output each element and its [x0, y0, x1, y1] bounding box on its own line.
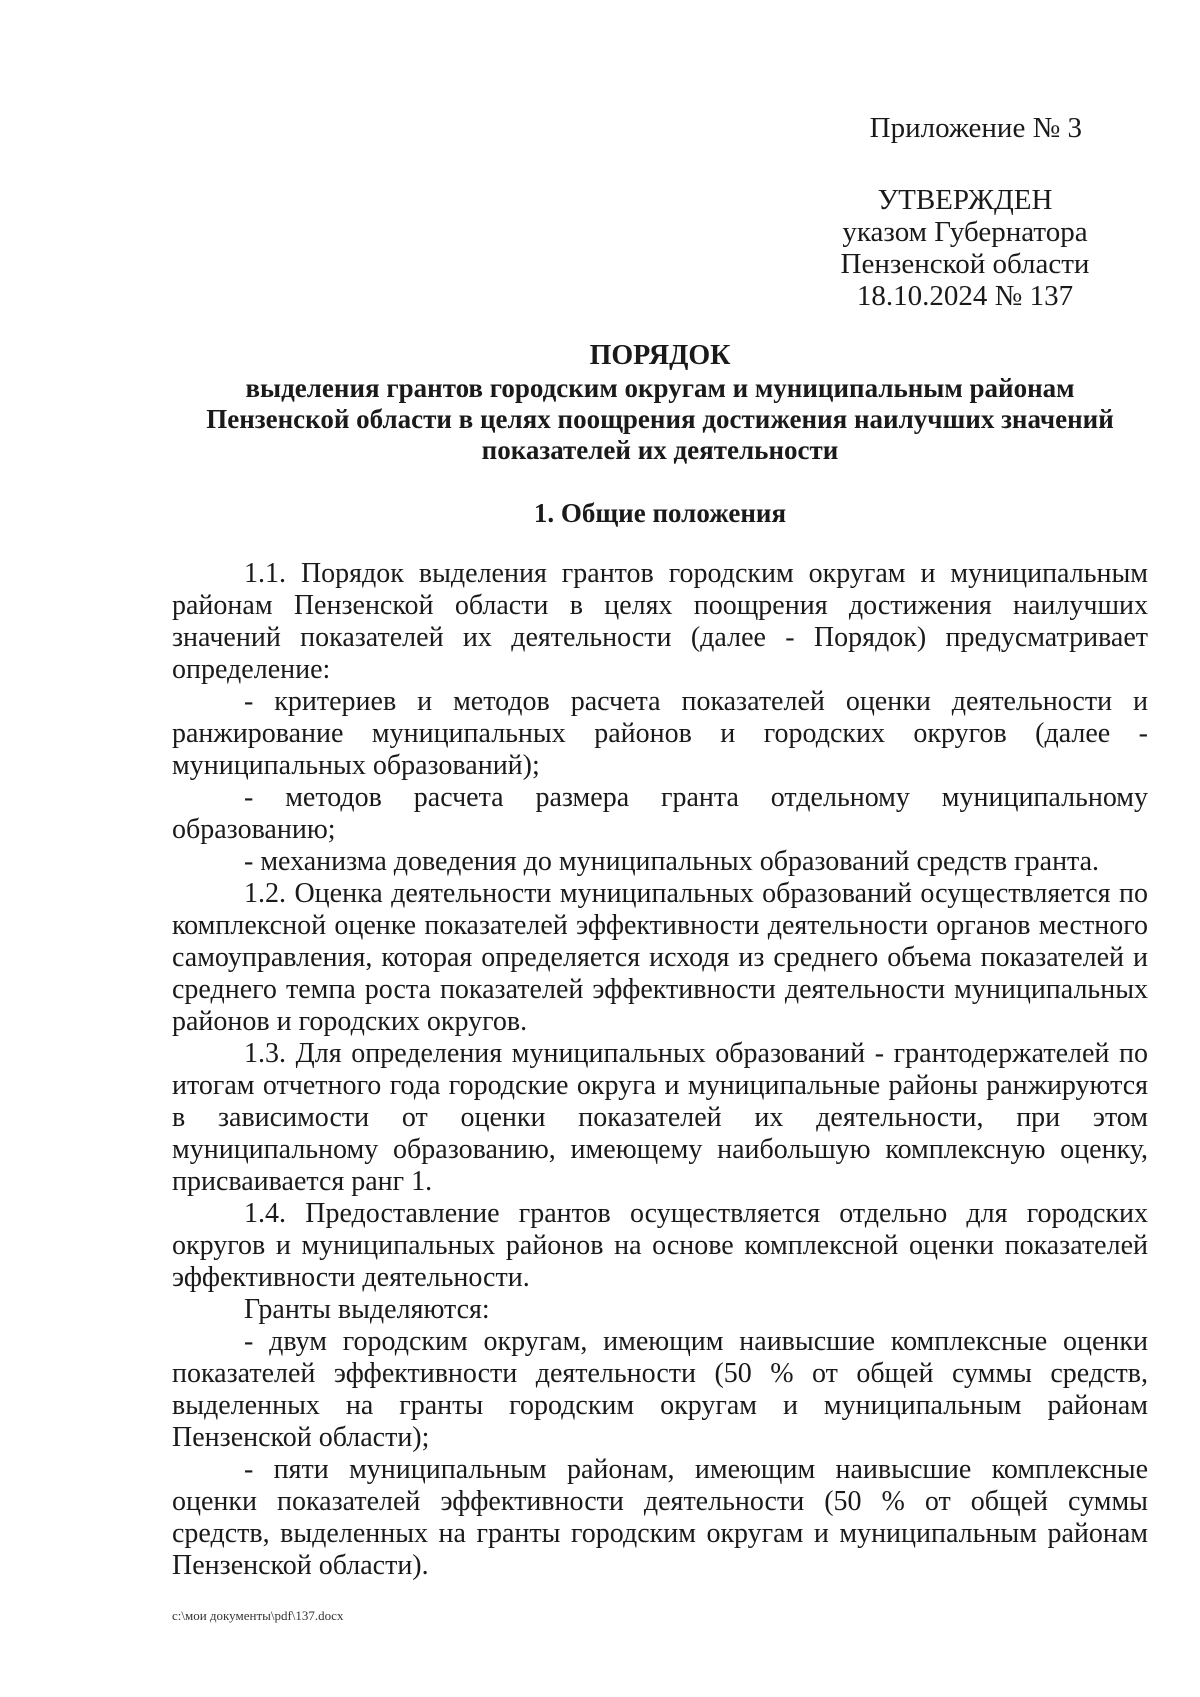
paragraph-1-4: 1.4. Предоставление грантов осуществляется отдельно для городских округов и муниципальных районов на основе комплексной оценки показателей эффективности деятельности. — [172, 1198, 1148, 1293]
title-line-2: Пензенской области в целях поощрения достижения наилучших значений — [206, 404, 1114, 434]
decree-label: указом Губернатора — [842, 216, 1088, 248]
list-item-city-districts: - двум городским округам, имеющим наивысшие комплексные оценки показателей эффективности деятельности (50 % от общей суммы средств, выделенных на гранты городским округам и муниципальным районам Пензенской области); — [172, 1326, 1148, 1453]
list-item-criteria: - критериев и методов расчета показателей оценки деятельности и ранжирование муниципальных районов и городских округов (далее - муниципальных образований); — [172, 686, 1148, 781]
grants-intro: Гранты выделяются: — [244, 1294, 490, 1325]
approved-label: УТВЕРЖДЕН — [877, 184, 1053, 216]
paragraph-1-3: 1.3. Для определения муниципальных образований - грантодержателей по итогам отчетного года городские округа и муниципальные районы ранжируются в зависимости от оценки показателей их деятельности, при этом муниципальному образованию, имеющему наибольшую комплексную оценку, присваивается ранг 1. — [172, 1038, 1148, 1197]
title-main: ПОРЯДОК — [589, 340, 731, 371]
section-heading: 1. Общие положения — [533, 498, 787, 528]
list-item-municipal-districts: - пяти муниципальным районам, имеющим наивысшие комплексные оценки показателей эффективности деятельности (50 % от общей суммы средств, выделенных на гранты городским округам и муниципальным районам Пензенской области). — [172, 1454, 1148, 1581]
date-number-label: 18.10.2024 № 137 — [856, 280, 1074, 312]
title-line-1: выделения грантов городским округам и муниципальным районам — [245, 373, 1075, 403]
region-label: Пензенской области — [840, 248, 1090, 280]
section-body — [172, 558, 1148, 1582]
file-path-footer: c:\мои документы\pdf\137.docx — [172, 1608, 344, 1623]
document-title — [170, 340, 1150, 466]
paragraph-1-2: 1.2. Оценка деятельности муниципальных образований осуществляется по комплексной оценке показателей эффективности деятельности органов местного самоуправления, которая определяется исходя из среднего объема показателей и среднего темпа роста показателей эффективности деятельности муниципальных районов и городских округов. — [172, 878, 1148, 1037]
title-line-3: показателей их деятельности — [481, 435, 839, 465]
paragraph-1-1: 1.1. Порядок выделения грантов городским округам и муниципальным районам Пензенской области в целях поощрения достижения наилучших значений показателей их деятельности (далее - Порядок) предусматривает определение: — [172, 558, 1148, 685]
list-item-methods: - методов расчета размера гранта отдельному муниципальному образованию; — [172, 782, 1148, 845]
appendix-label: Приложение № 3 — [869, 112, 1082, 144]
approval-stamp — [740, 112, 1100, 312]
list-item-mechanism: - механизма доведения до муниципальных образований средств гранта. — [244, 846, 1100, 877]
